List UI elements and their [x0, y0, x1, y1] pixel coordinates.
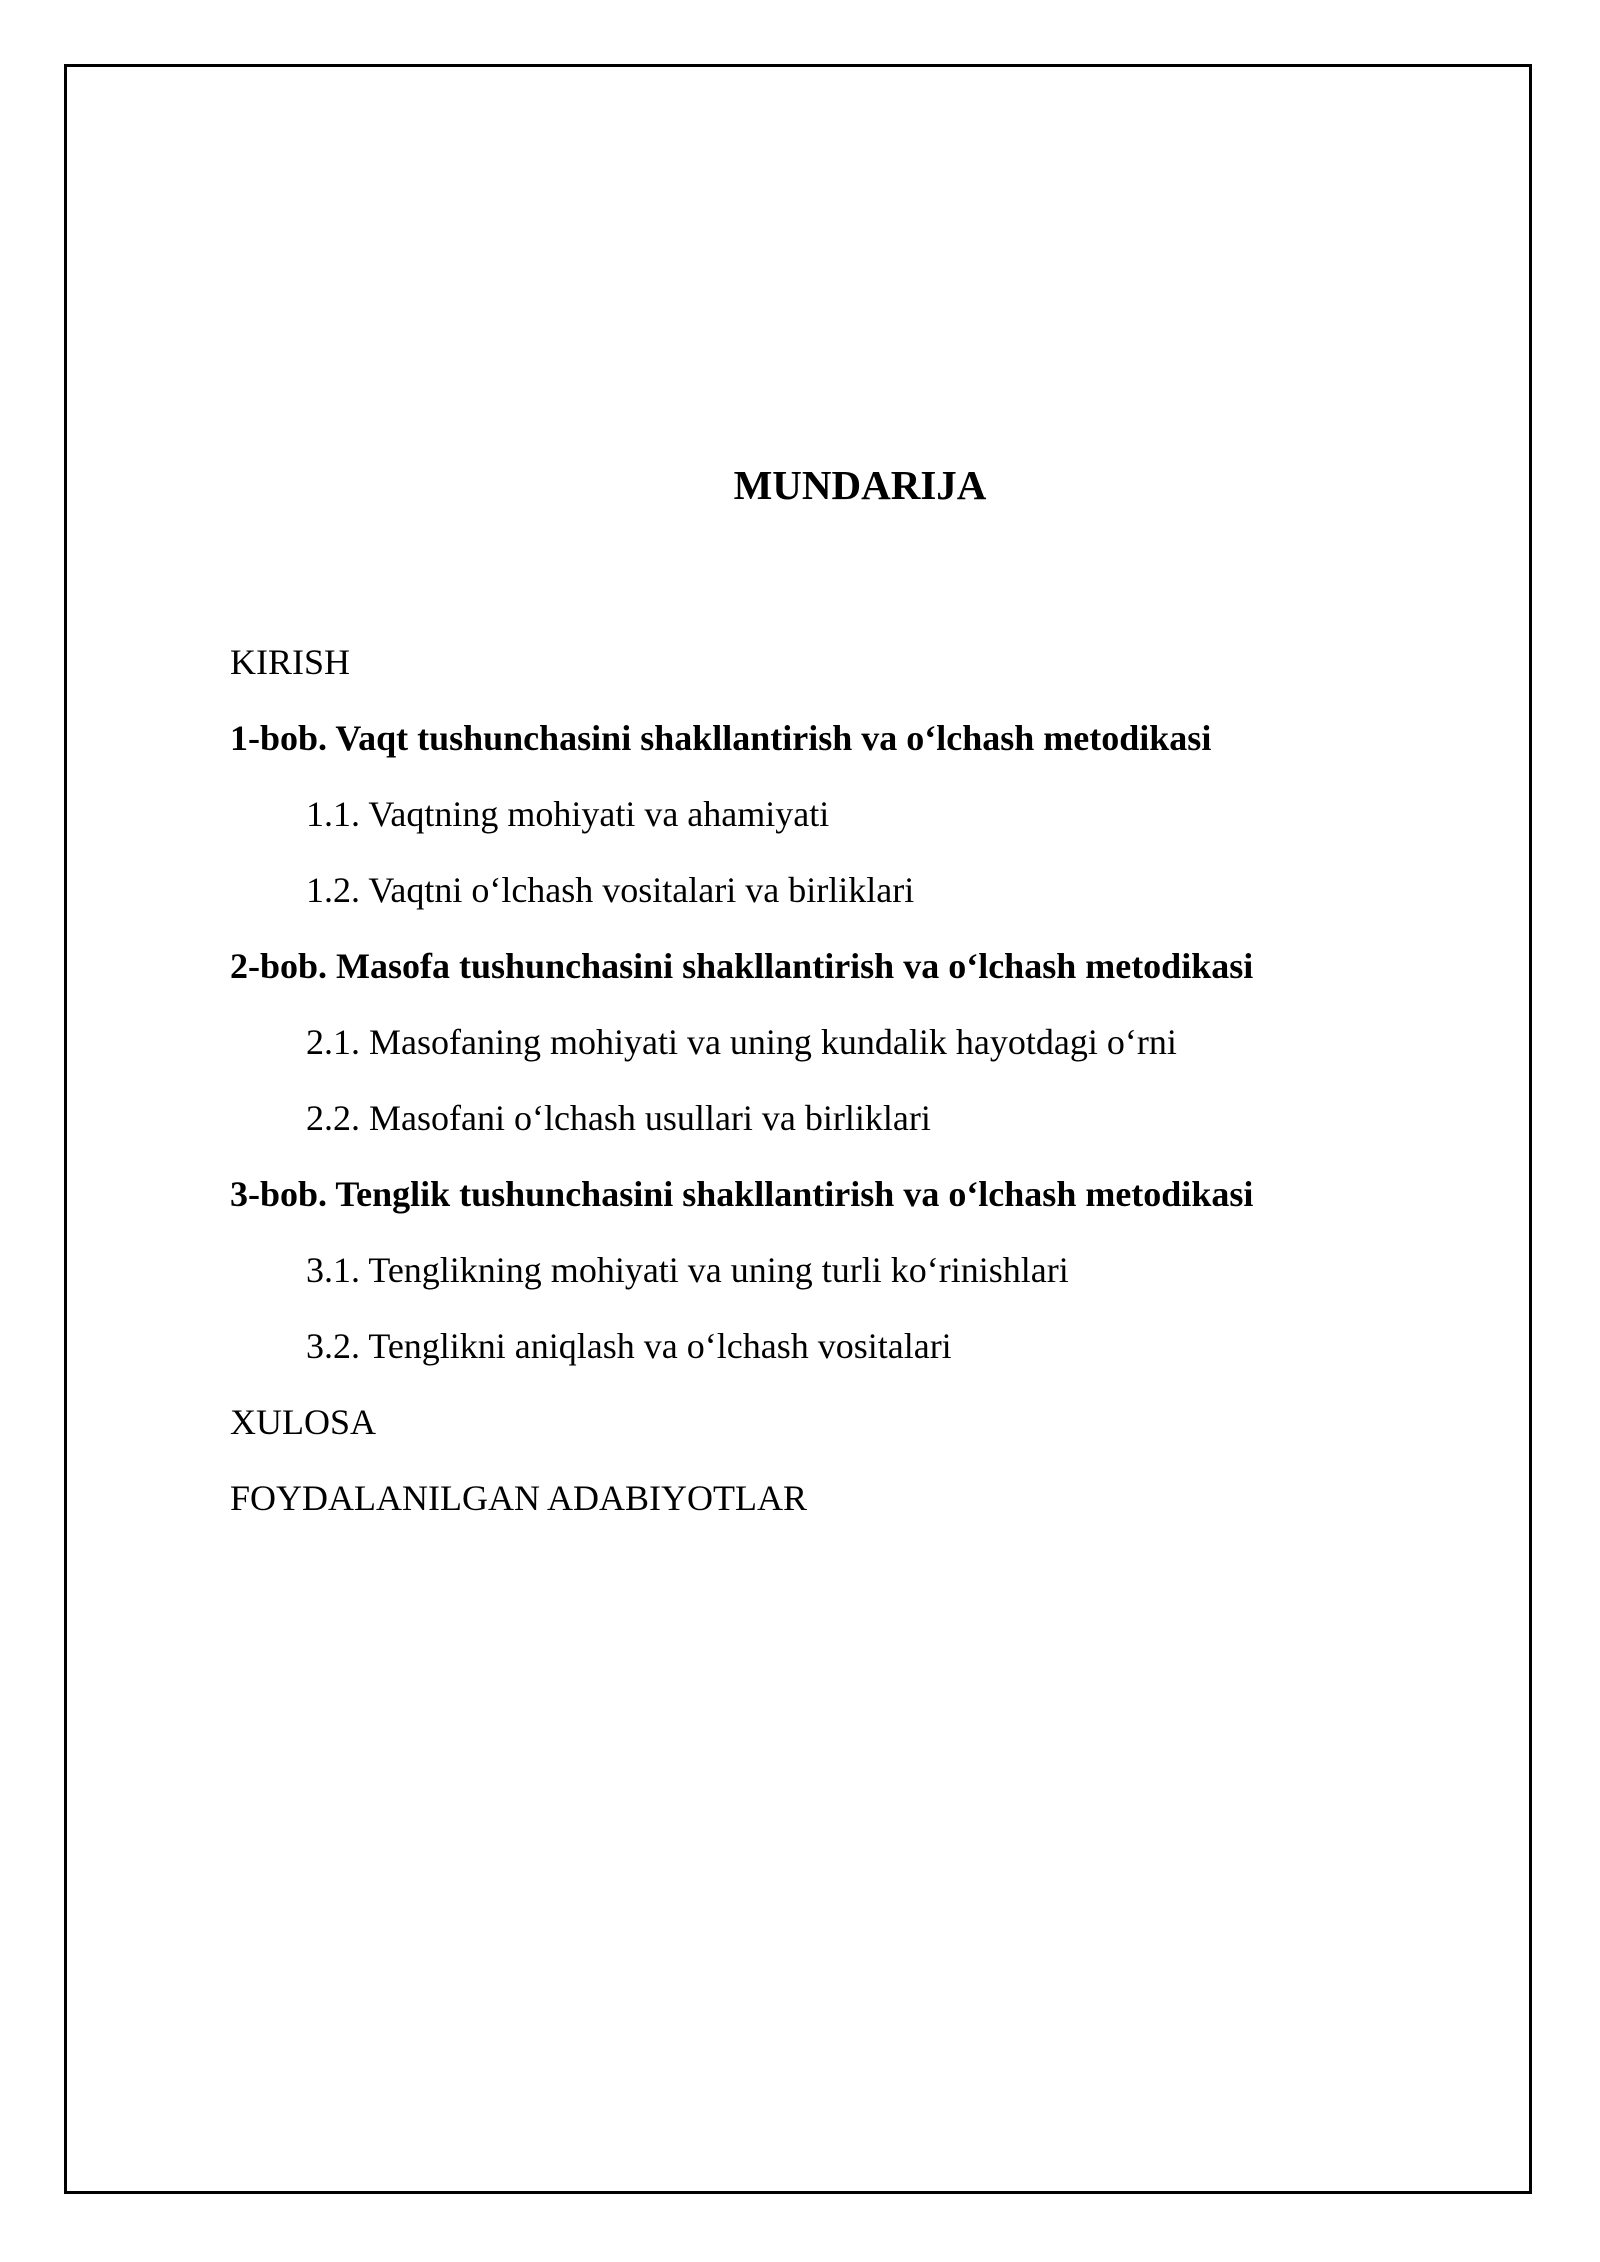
toc-entry-introduction: KIRISH [230, 642, 351, 682]
toc-chapter-2: 2-bob. Masofa tushunchasini shakllantirish va o‘lchash metodikasi [230, 946, 1254, 986]
toc-entry-conclusion: XULOSA [230, 1402, 377, 1442]
toc-section-3-1: 3.1. Tenglikning mohiyati va uning turli ko‘rinishlari [306, 1250, 1069, 1290]
toc-section-1-2: 1.2. Vaqtni o‘lchash vositalari va birliklari [306, 870, 915, 910]
toc-section-1-1: 1.1. Vaqtning mohiyati va ahamiyati [306, 794, 830, 834]
toc-section-2-2: 2.2. Masofani o‘lchash usullari va birliklari [306, 1098, 931, 1138]
toc-chapter-3: 3-bob. Tenglik tushunchasini shakllantirish va o‘lchash metodikasi [230, 1174, 1254, 1214]
document-title: MUNDARIJA [733, 462, 987, 508]
toc-section-2-1: 2.1. Masofaning mohiyati va uning kundalik hayotdagi o‘rni [306, 1022, 1177, 1062]
toc-section-3-2: 3.2. Tenglikni aniqlash va o‘lchash vositalari [306, 1326, 952, 1366]
table-of-contents [230, 640, 1470, 1552]
toc-entry-references: FOYDALANILGAN ADABIYOTLAR [230, 1478, 807, 1518]
toc-chapter-1: 1-bob. Vaqt tushunchasini shakllantirish va o‘lchash metodikasi [230, 718, 1212, 758]
